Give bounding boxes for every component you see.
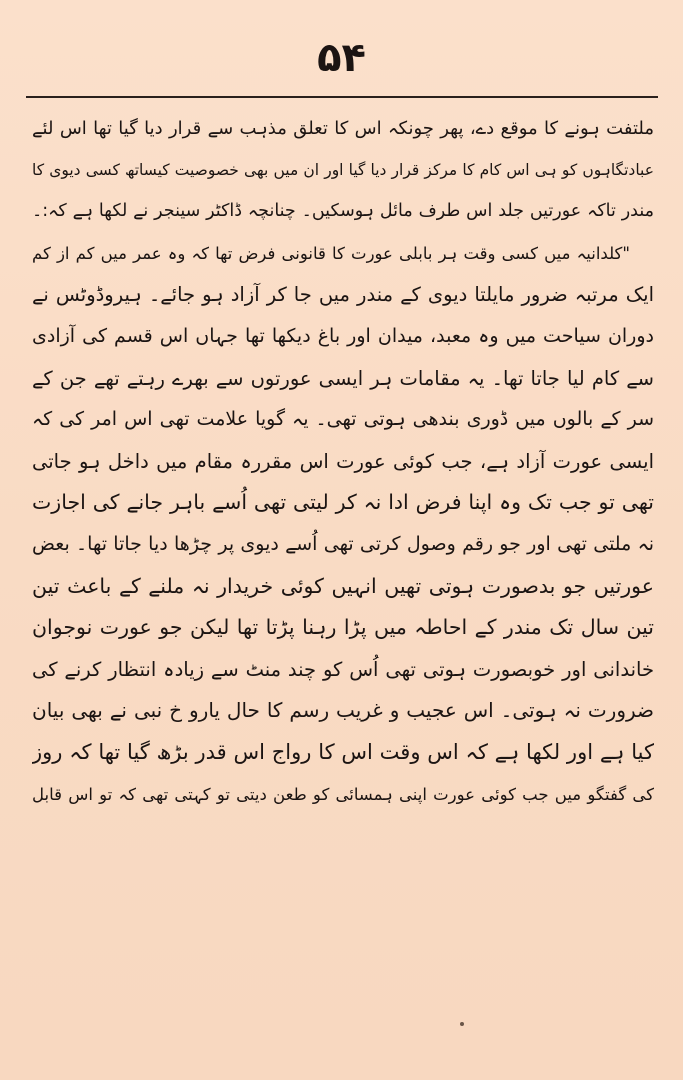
quote-line: تین سال تک مندر کے احاطہ میں پڑا رہنا پڑتا تھا لیکن جو عورت نوجوان — [32, 615, 654, 640]
quote-line: "کلدانیہ میں کسی وقت ہر بابلی عورت کا قانونی فرض تھا کہ وہ عمر میں کم از کم — [32, 243, 630, 263]
quote-line: کی گفتگو میں جب کوئی عورت اپنی ہمسائی کو طعن دیتی تو کہتی تھی کہ تو اس قابل — [32, 784, 654, 804]
quote-line: ضرورت نہ ہوتی۔ اس عجیب و غریب رسم کا حال یارو خ نبی نے بھی بیان — [32, 698, 654, 723]
quote-line: عورتیں جو بدصورت ہوتی تھیں انہیں کوئی خریدار نہ ملنے کے باعث تین — [32, 573, 654, 598]
text-line: عبادتگاہوں کو ہی اس کام کا مرکز قرار دیا گیا اور ان میں بھی خصوصیت کیساتھ کسی دیوی کا — [32, 160, 654, 179]
quote-line: سے کام لیا جاتا تھا۔ یہ مقامات ہر ایسی عورتوں سے بھرے رہتے تھے جن کے — [32, 366, 654, 390]
quote-line: نہ ملتی تھی اور جو رقم وصول کرتی تھی اُسے دیوی پر چڑھا دیا جاتا تھا۔ بعض — [32, 532, 654, 555]
quote-line: خاندانی اور خوبصورت ہوتی تھی اُس کو چند منٹ سے زیادہ انتظار کرنے کی — [32, 657, 654, 681]
ink-speck — [460, 1022, 464, 1026]
page-number: ۵۴ — [317, 35, 366, 81]
quote-line: کیا ہے اور لکھا ہے کہ اس وقت اس کا رواج اس قدر بڑھ گیا تھا کہ روز — [32, 739, 654, 764]
text-line: ملتفت ہونے کا موقع دے، پھر چونکہ اس کا تعلق مذہب سے قرار دیا گیا تھا اس لئے — [32, 118, 654, 139]
quote-line: تھی تو جب تک وہ اپنا فرض ادا نہ کر لیتی تھی اُسے باہر جانے کی اجازت — [32, 490, 654, 515]
quote-line: ایک مرتبہ ضرور مایلتا دیوی کے مندر میں جا کر آزاد ہو جائے۔ ہیروڈوٹس نے — [32, 283, 654, 307]
body-text — [32, 108, 654, 815]
header-rule — [26, 96, 658, 98]
text-line: مندر تاکہ عورتیں جلد اس طرف مائل ہوسکیں۔ چنانچہ ڈاکٹر سینجر نے لکھا ہے کہ:۔ — [32, 201, 654, 222]
quote-line: ایسی عورت آزاد ہے، جب کوئی عورت اس مقررہ مقام میں داخل ہو جاتی — [32, 449, 654, 473]
quote-line: سر کے بالوں میں ڈوری بندھی ہوتی تھی۔ یہ گویا علامت تھی اس امر کی کہ — [32, 408, 654, 431]
quote-line: دوران سیاحت میں وہ معبد، میدان اور باغ دیکھا تھا جہاں اس قسم کی آزادی — [32, 324, 654, 347]
